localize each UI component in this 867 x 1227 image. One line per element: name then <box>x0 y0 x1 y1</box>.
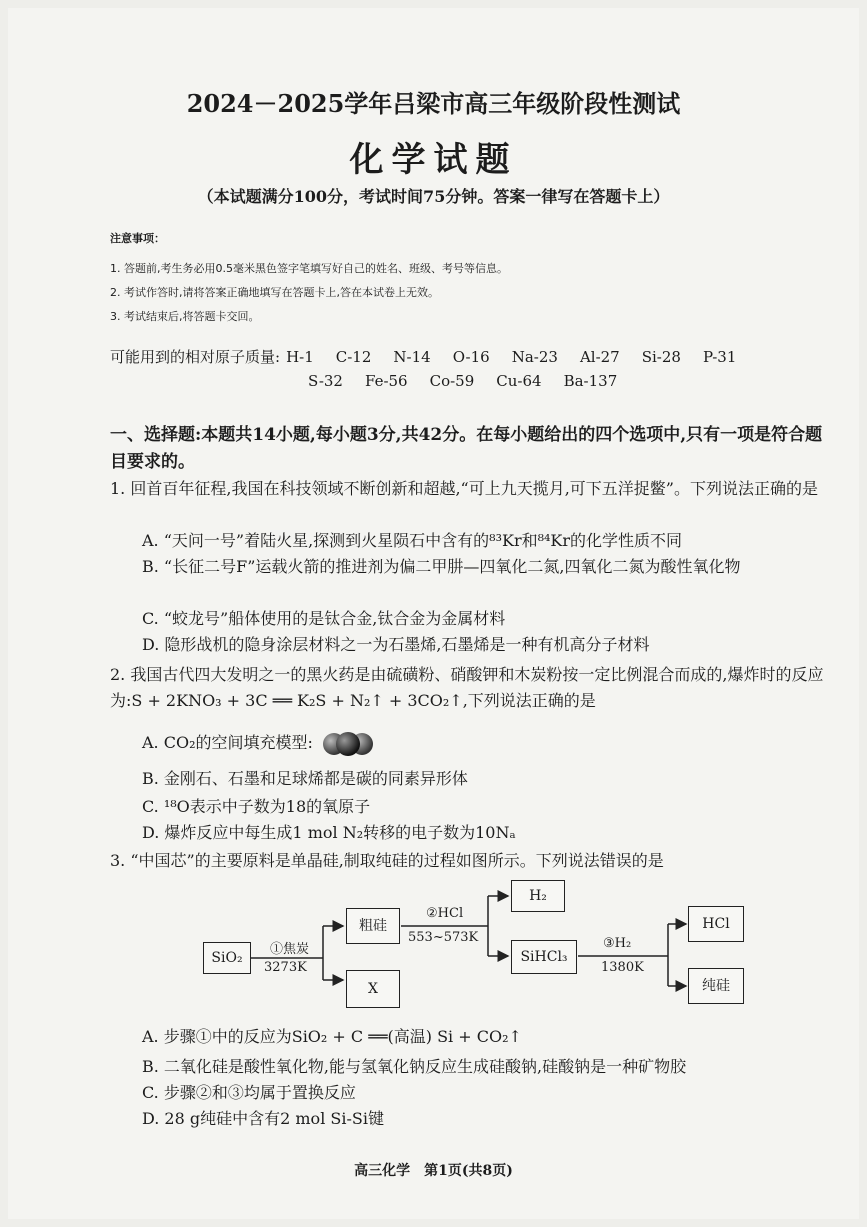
q1-option-c: C. “蛟龙号”船体使用的是钛合金,钛合金为金属材料 <box>142 609 506 628</box>
mass-item: Si-28 <box>641 348 681 366</box>
q1-option-b: B. “长征二号F”运载火箭的推进剂为偏二甲肼—四氧化二氮,四氧化二氮为酸性氧化物 <box>142 557 741 576</box>
q1-option-d: D. 隐形战机的隐身涂层材料之一为石墨烯,石墨烯是一种有机高分子材料 <box>142 635 650 654</box>
mass-item: Na-23 <box>511 348 558 366</box>
question-1-stem: 1. 回首百年征程,我国在科技领域不断创新和超越,“可上九天揽月,可下五洋捉鳖”。下列说法正确的是 <box>110 479 818 498</box>
mass-item: Co-59 <box>429 372 475 390</box>
co2-space-filling-model-icon <box>318 731 378 757</box>
atomic-masses-row2 <box>308 372 639 390</box>
q2-option-d: D. 爆炸反应中每生成1 mol N₂转移的电子数为10Nₐ <box>142 823 516 842</box>
section-heading: 一、选择题:本题共14小题,每小题3分,共42分。在每小题给出的四个选项中,只有一项是符合题目要求的。 <box>110 425 823 472</box>
step2-temperature: 553~573K <box>408 930 479 945</box>
sio2-box: SiO₂ <box>203 942 251 974</box>
step3-label: ③H₂ <box>603 936 632 951</box>
hcl-box: HCl <box>688 906 744 942</box>
step1-temperature: 3273K <box>264 960 307 975</box>
silicon-process-diagram <box>198 868 758 1018</box>
question-3-stem: 3. “中国芯”的主要原料是单晶硅,制取纯硅的过程如图所示。下列说法错误的是 <box>110 851 664 870</box>
q1-option-a: A. “天问一号”着陆火星,探测到火星陨石中含有的⁸³Kr和⁸⁴Kr的化学性质不同 <box>142 531 683 550</box>
mass-item: Fe-56 <box>364 372 408 390</box>
mass-item: S-32 <box>308 372 343 390</box>
subject-title: 化学试题 <box>349 140 518 180</box>
notes-heading: 注意事项： <box>110 232 165 245</box>
mass-item: N-14 <box>393 348 431 366</box>
masses-label: 可能用到的相对原子质量: <box>110 348 281 366</box>
note-item: 2. 考试作答时,请将答案正确地填写在答题卡上,答在本试卷上无效。 <box>110 286 439 299</box>
question-2-stem: 2. 我国古代四大发明之一的黑火药是由硫磺粉、硝酸钾和木炭粉按一定比例混合而成的,爆炸时的反应为:S + 2KNO₃ + 3C ══ K₂S + N₂↑ + 3CO₂↑,下列说法正确的是 <box>110 665 824 710</box>
mass-item: Al-27 <box>579 348 620 366</box>
q2-option-a <box>142 730 832 757</box>
mass-item: C-12 <box>335 348 372 366</box>
q2-option-c: C. ¹⁸O表示中子数为18的氧原子 <box>142 797 371 816</box>
q3-option-b: B. 二氧化硅是酸性氧化物,能与氢氧化钠反应生成硅酸钠,硅酸钠是一种矿物胶 <box>142 1057 687 1076</box>
step2-label: ②HCl <box>426 906 464 921</box>
sihcl3-box: SiHCl₃ <box>511 940 577 974</box>
exam-title: 2024－2025学年吕梁市高三年级阶段性测试 <box>186 89 681 118</box>
q2-option-a-text: A. CO₂的空间填充模型: <box>142 733 313 752</box>
q3-option-d: D. 28 g纯硅中含有2 mol Si-Si键 <box>142 1109 384 1128</box>
mass-item: H-1 <box>286 348 314 366</box>
q3-option-a: A. 步骤①中的反应为SiO₂ + C ══(高温) Si + CO₂↑ <box>142 1027 522 1046</box>
mass-item: P-31 <box>702 348 737 366</box>
q3-option-c: C. 步骤②和③均属于置换反应 <box>142 1083 356 1102</box>
step1-label: ①焦炭 <box>270 942 310 957</box>
q2-option-b: B. 金刚石、石墨和足球烯都是碳的同素异形体 <box>142 769 468 788</box>
pure-silicon-box: 纯硅 <box>688 968 744 1004</box>
note-item: 3. 考试结束后,将答题卡交回。 <box>110 310 260 323</box>
crude-silicon-box: 粗硅 <box>346 908 400 944</box>
mass-item: Ba-137 <box>563 372 618 390</box>
h2-box: H₂ <box>511 880 565 912</box>
mass-item: O-16 <box>452 348 490 366</box>
step3-temperature: 1380K <box>601 960 644 975</box>
page-footer: 高三化学 第1页(共8页) <box>354 1163 513 1179</box>
note-item: 1. 答题前,考生务必用0.5毫米黑色签字笔填写好自己的姓名、班级、考号等信息。 <box>110 262 508 275</box>
mass-item: Cu-64 <box>496 372 542 390</box>
atomic-masses-row1 <box>110 346 758 367</box>
exam-info: （本试题满分100分，考试时间75分钟。答案一律写在答题卡上） <box>197 187 670 206</box>
exam-page <box>8 8 859 1219</box>
x-box: X <box>346 970 400 1008</box>
